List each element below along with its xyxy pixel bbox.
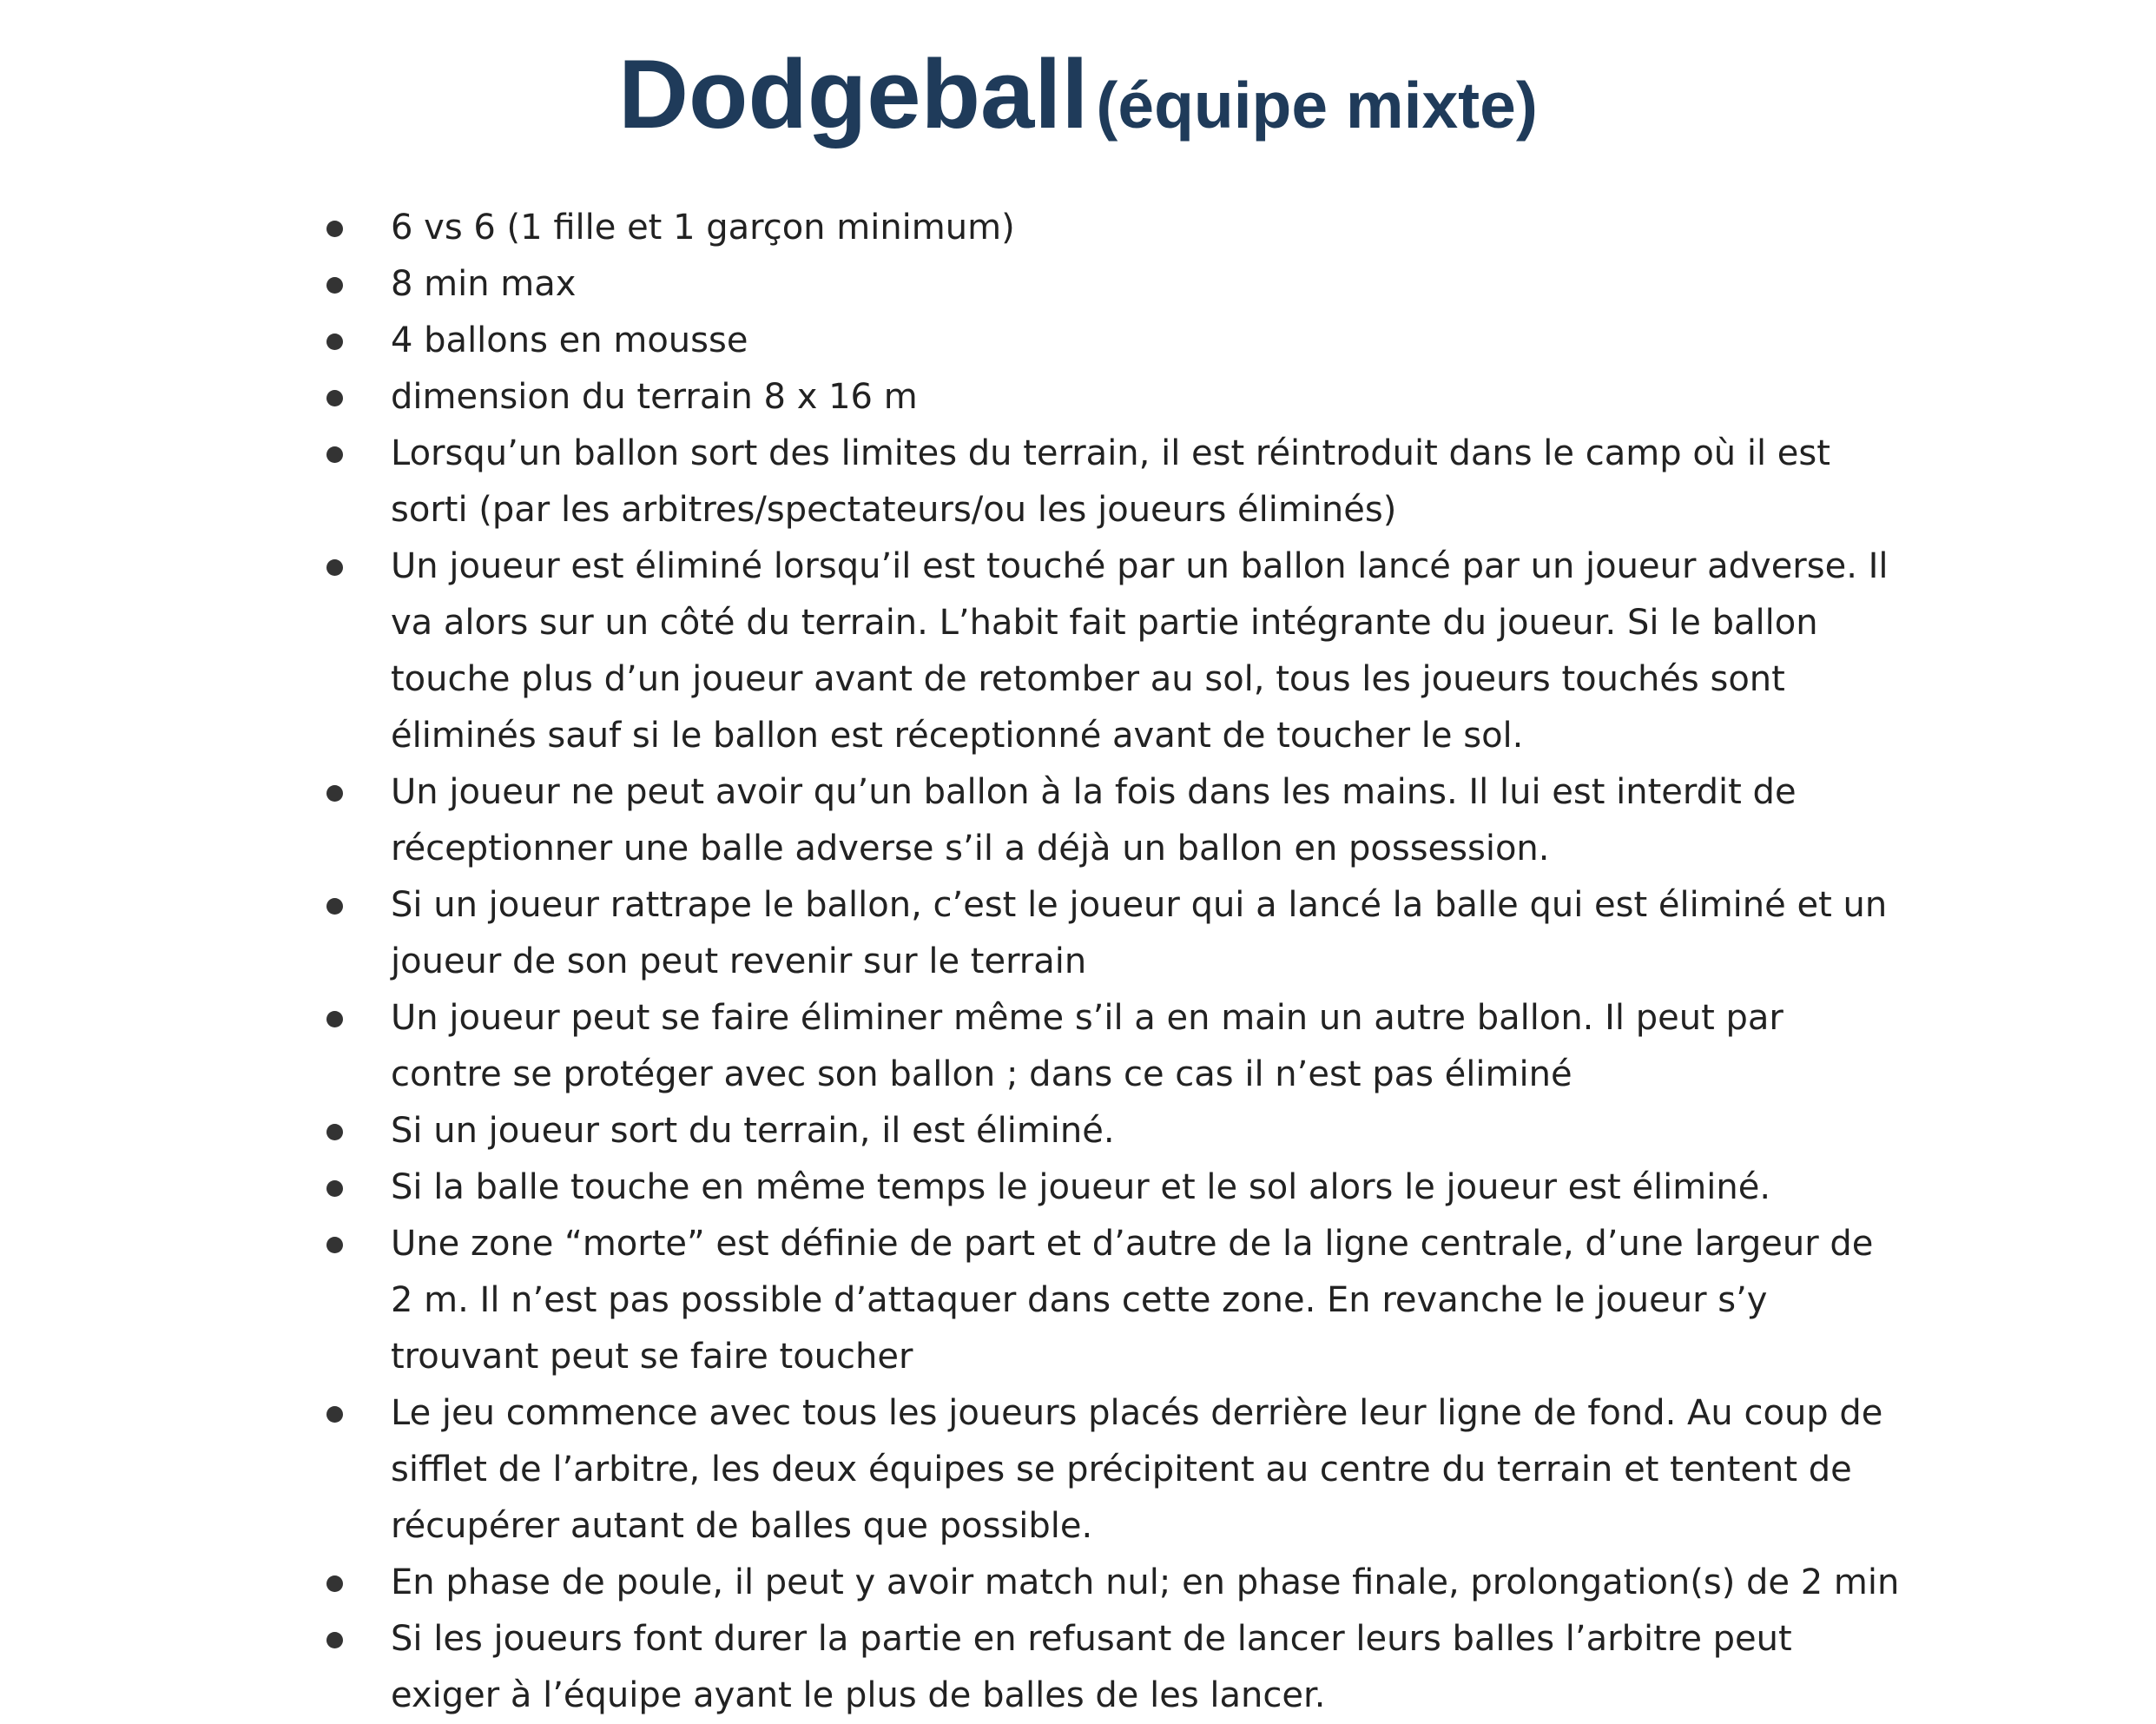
- rule-text: dimension du terrain 8 x 16 m: [391, 377, 918, 417]
- rule-text: Le jeu commence avec tous les joueurs placés derrière leur ligne de fond. Au coup de sifflet de l’arbitre, les deux équipes se précipitent au centre du terrain et tentent de récupérer autant de balles que possible.: [391, 1393, 1883, 1546]
- rule-text: En phase de poule, il peut y avoir match nul; en phase finale, prolongation(s) de 2 min: [391, 1562, 1900, 1602]
- rule-item: [323, 990, 1903, 1103]
- rule-text: Un joueur est éliminé lorsqu’il est touché par un ballon lancé par un joueur adverse. Il va alors sur un côté du terrain. L’habit fait partie intégrante du joueur. Si le ballon touche plus d’un joueur avant de retomber au sol, tous les joueurs touchés sont éliminés sauf si le ballon est réceptionné avant de toucher le sol.: [391, 546, 1889, 756]
- rule-text: Si un joueur rattrape le ballon, c’est le joueur qui a lancé la balle qui est éliminé et un joueur de son peut revenir sur le terrain: [391, 885, 1888, 981]
- rule-item: [323, 764, 1903, 877]
- rule-text: 8 min max: [391, 264, 577, 304]
- rule-text: Si les joueurs font durer la partie en refusant de lancer leurs balles l’arbitre peut exiger à l’équipe ayant le plus de balles de les lancer.: [391, 1619, 1792, 1715]
- rule-text: Lorsqu’un ballon sort des limites du terrain, il est réintroduit dans le camp où il est sorti (par les arbitres/spectateurs/ou les joueurs éliminés): [391, 433, 1830, 530]
- bullet-icon: [326, 390, 343, 406]
- bullet-icon: [326, 1180, 343, 1197]
- rule-text: Une zone “morte” est définie de part et d’autre de la ligne centrale, d’une largeur de 2 m. Il n’est pas possible d’attaquer dans cette zone. En revanche le joueur s’y trouvant peut se faire toucher: [391, 1224, 1874, 1377]
- rules-list: [323, 200, 1903, 1724]
- bullet-icon: [326, 277, 343, 294]
- rule-item: [323, 1216, 1903, 1385]
- bullet-icon: [326, 1575, 343, 1592]
- rule-text: Si un joueur sort du terrain, il est éliminé.: [391, 1111, 1115, 1151]
- title-subtitle: (équipe mixte): [1096, 69, 1538, 142]
- rule-item: [323, 877, 1903, 990]
- title-main: Dodgeball: [618, 40, 1089, 149]
- rule-item: [323, 369, 1903, 426]
- rule-item: [323, 1611, 1903, 1724]
- rule-item: [323, 1159, 1903, 1216]
- page-title: [0, 34, 2156, 166]
- rule-item: [323, 1385, 1903, 1555]
- rule-item: [323, 1103, 1903, 1159]
- rule-text: Si la balle touche en même temps le joueur et le sol alors le joueur est éliminé.: [391, 1167, 1771, 1207]
- bullet-icon: [326, 785, 343, 802]
- rule-text: Un joueur ne peut avoir qu’un ballon à la fois dans les mains. Il lui est interdit de réceptionner une balle adverse s’il a déjà un ballon en possession.: [391, 772, 1797, 869]
- rule-item: [323, 313, 1903, 369]
- bullet-icon: [326, 1011, 343, 1027]
- rule-text: 6 vs 6 (1 fille et 1 garçon minimum): [391, 208, 1015, 248]
- bullet-icon: [326, 446, 343, 463]
- bullet-icon: [326, 1237, 343, 1253]
- bullet-icon: [326, 559, 343, 576]
- rule-item: [323, 426, 1903, 538]
- bullet-icon: [326, 898, 343, 915]
- rule-text: 4 ballons en mousse: [391, 320, 748, 360]
- bullet-icon: [326, 334, 343, 350]
- rule-item: [323, 538, 1903, 764]
- rule-item: [323, 1555, 1903, 1611]
- bullet-icon: [326, 1406, 343, 1423]
- rule-item: [323, 256, 1903, 313]
- bullet-icon: [326, 221, 343, 237]
- rule-item: [323, 200, 1903, 256]
- bullet-icon: [326, 1124, 343, 1140]
- rule-text: Un joueur peut se faire éliminer même s’il a en main un autre ballon. Il peut par contre se protéger avec son ballon ; dans ce cas il n’est pas éliminé: [391, 998, 1783, 1094]
- bullet-icon: [326, 1632, 343, 1648]
